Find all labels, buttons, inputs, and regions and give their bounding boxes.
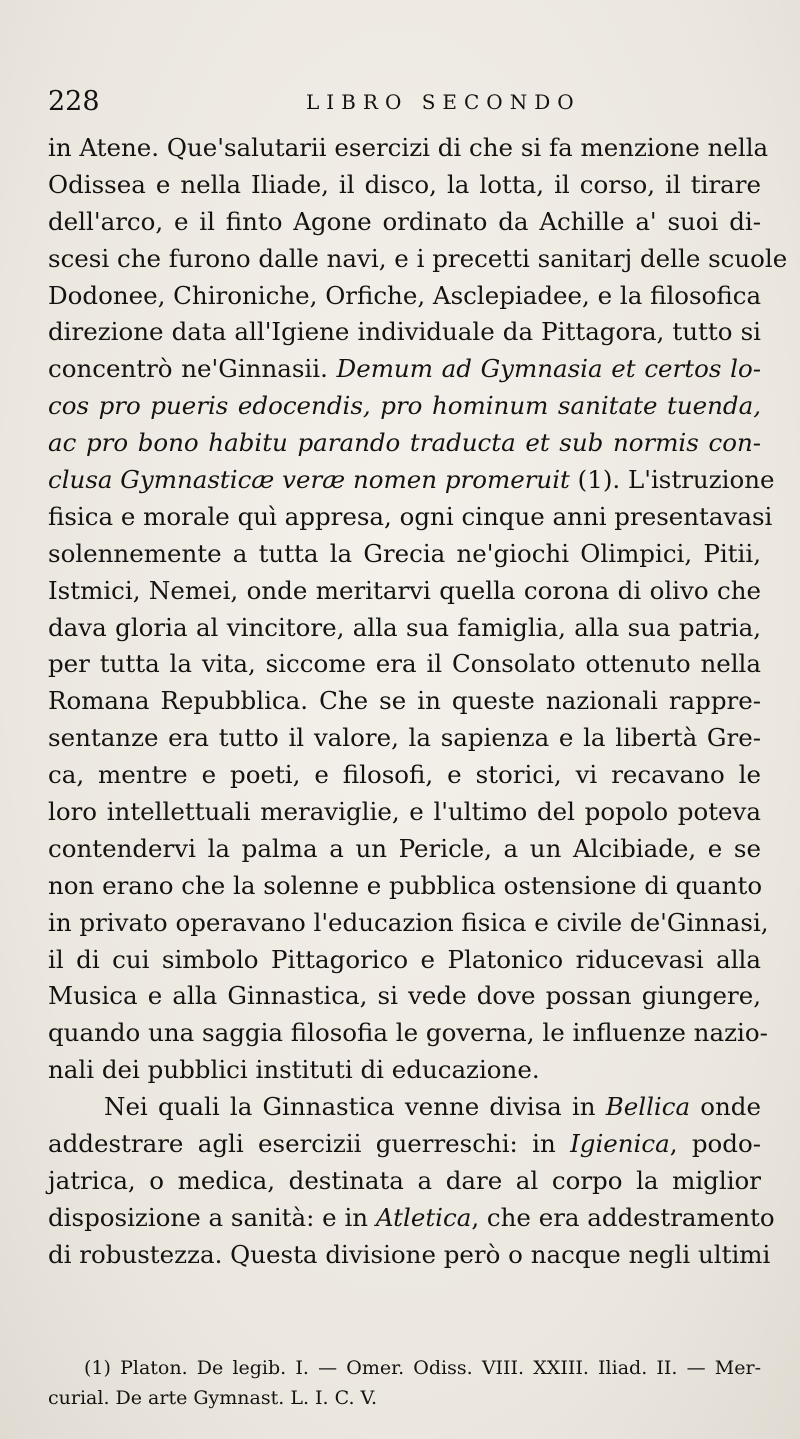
footnote-line: (1) Platon. De legib. I. — Omer. Odiss. VIII. XXIII. Iliad. II. — Mer- xyxy=(84,1357,761,1379)
text-segment: , che era addestramento xyxy=(471,1202,775,1232)
text-line: nali dei pubblici instituti di educazione. xyxy=(48,1055,540,1085)
text-segment: Nei quali la Ginnastica venne divisa in xyxy=(104,1092,596,1122)
italic-term: Bellica xyxy=(605,1092,691,1122)
text-line: solennemente a tutta la Grecia ne'giochi Olimpici, Pitii, xyxy=(48,538,761,568)
text-line: Musica e alla Ginnastica, si vede dove possan giungere, xyxy=(48,981,761,1011)
page-header xyxy=(48,82,768,122)
text-line: in Atene. Que'salutarii esercizi di che si fa menzione nella xyxy=(48,133,769,162)
text-line: quando una saggia filosofia le governa, le influenze nazio- xyxy=(48,1018,768,1048)
text-line xyxy=(48,425,761,462)
text-line: ca, mentre e poeti, e filosofi, e storici, vi recavano le xyxy=(48,760,761,790)
text-line: Dodonee, Chironiche, Orfiche, Asclepiadee, e la filosofica xyxy=(48,280,762,310)
text-line: loro intellettuali meraviglie, e l'ultimo del popolo poteva xyxy=(48,797,761,827)
text-segment: onde xyxy=(700,1092,761,1122)
text-line: fisica e morale quì appresa, ogni cinque anni presentavasi xyxy=(48,501,773,531)
text-line: contendervi la palma a un Pericle, a un Alcibiade, e se xyxy=(48,833,761,863)
italic-term: Igienica xyxy=(570,1129,670,1159)
text-line: Istmici, Nemei, onde meritarvi quella corona di olivo che xyxy=(48,575,761,605)
italic-term: Atletica xyxy=(375,1202,472,1232)
text-segment: (1). L'istruzione xyxy=(577,465,775,495)
text-segment: concentrò ne'Ginnasii. xyxy=(48,354,328,384)
text-line xyxy=(48,1126,761,1163)
text-line: sentanze era tutto il valore, la sapienza e la libertà Gre- xyxy=(48,723,761,753)
text-line: scesi che furono dalle navi, e i precetti sanitarj delle scuole xyxy=(48,243,788,273)
text-line xyxy=(48,351,761,388)
latin-quote: cos pro pueris edocendis, pro hominum sanitate tuenda, xyxy=(48,391,761,421)
running-head: LIBRO SECONDO xyxy=(306,90,581,114)
text-line: direzione data all'Igiene individuale da Pittagora, tutto si xyxy=(48,317,761,347)
latin-quote: clusa Gymnasticæ veræ nomen promeruit xyxy=(48,465,570,495)
text-line xyxy=(48,1089,761,1126)
text-line: non erano che la solenne e pubblica ostensione di quanto xyxy=(48,870,763,900)
page-number: 228 xyxy=(48,86,100,117)
text-line xyxy=(48,462,775,499)
text-line: per tutta la vita, siccome era il Consolato ottenuto nella xyxy=(48,649,761,679)
text-line: dava gloria al vincitore, alla sua famiglia, alla sua patria, xyxy=(48,612,761,642)
text-line: in privato operavano l'educazion fisica e civile de'Ginnasi, xyxy=(48,907,769,937)
text-line: dell'arco, e il finto Agone ordinato da Achille a' suoi di- xyxy=(48,206,761,236)
text-line: jatrica, o medica, destinata a dare al corpo la miglior xyxy=(48,1165,761,1195)
text-line: Romana Repubblica. Che se in queste nazionali rappre- xyxy=(48,686,761,716)
text-segment: addestrare agli esercizii guerreschi: in xyxy=(48,1129,556,1159)
text-line: di robustezza. Questa divisione però o nacque negli ultimi xyxy=(48,1239,771,1269)
latin-quote: Demum ad Gymnasia et certos lo- xyxy=(336,354,761,384)
text-segment: , podo- xyxy=(669,1129,761,1159)
text-line: il di cui simbolo Pittagorico e Platonico riducevasi alla xyxy=(48,944,761,974)
footnote xyxy=(48,1353,761,1413)
text-line xyxy=(48,1200,775,1237)
body-text xyxy=(48,130,788,1274)
text-segment: disposizione a sanità: e in xyxy=(48,1202,369,1232)
latin-quote: ac pro bono habitu parando traducta et sub normis con- xyxy=(48,428,761,458)
footnote-line: curial. De arte Gymnast. L. I. C. V. xyxy=(48,1387,377,1409)
text-line: Odissea e nella Iliade, il disco, la lotta, il corso, il tirare xyxy=(48,169,761,199)
text-line xyxy=(48,388,761,425)
